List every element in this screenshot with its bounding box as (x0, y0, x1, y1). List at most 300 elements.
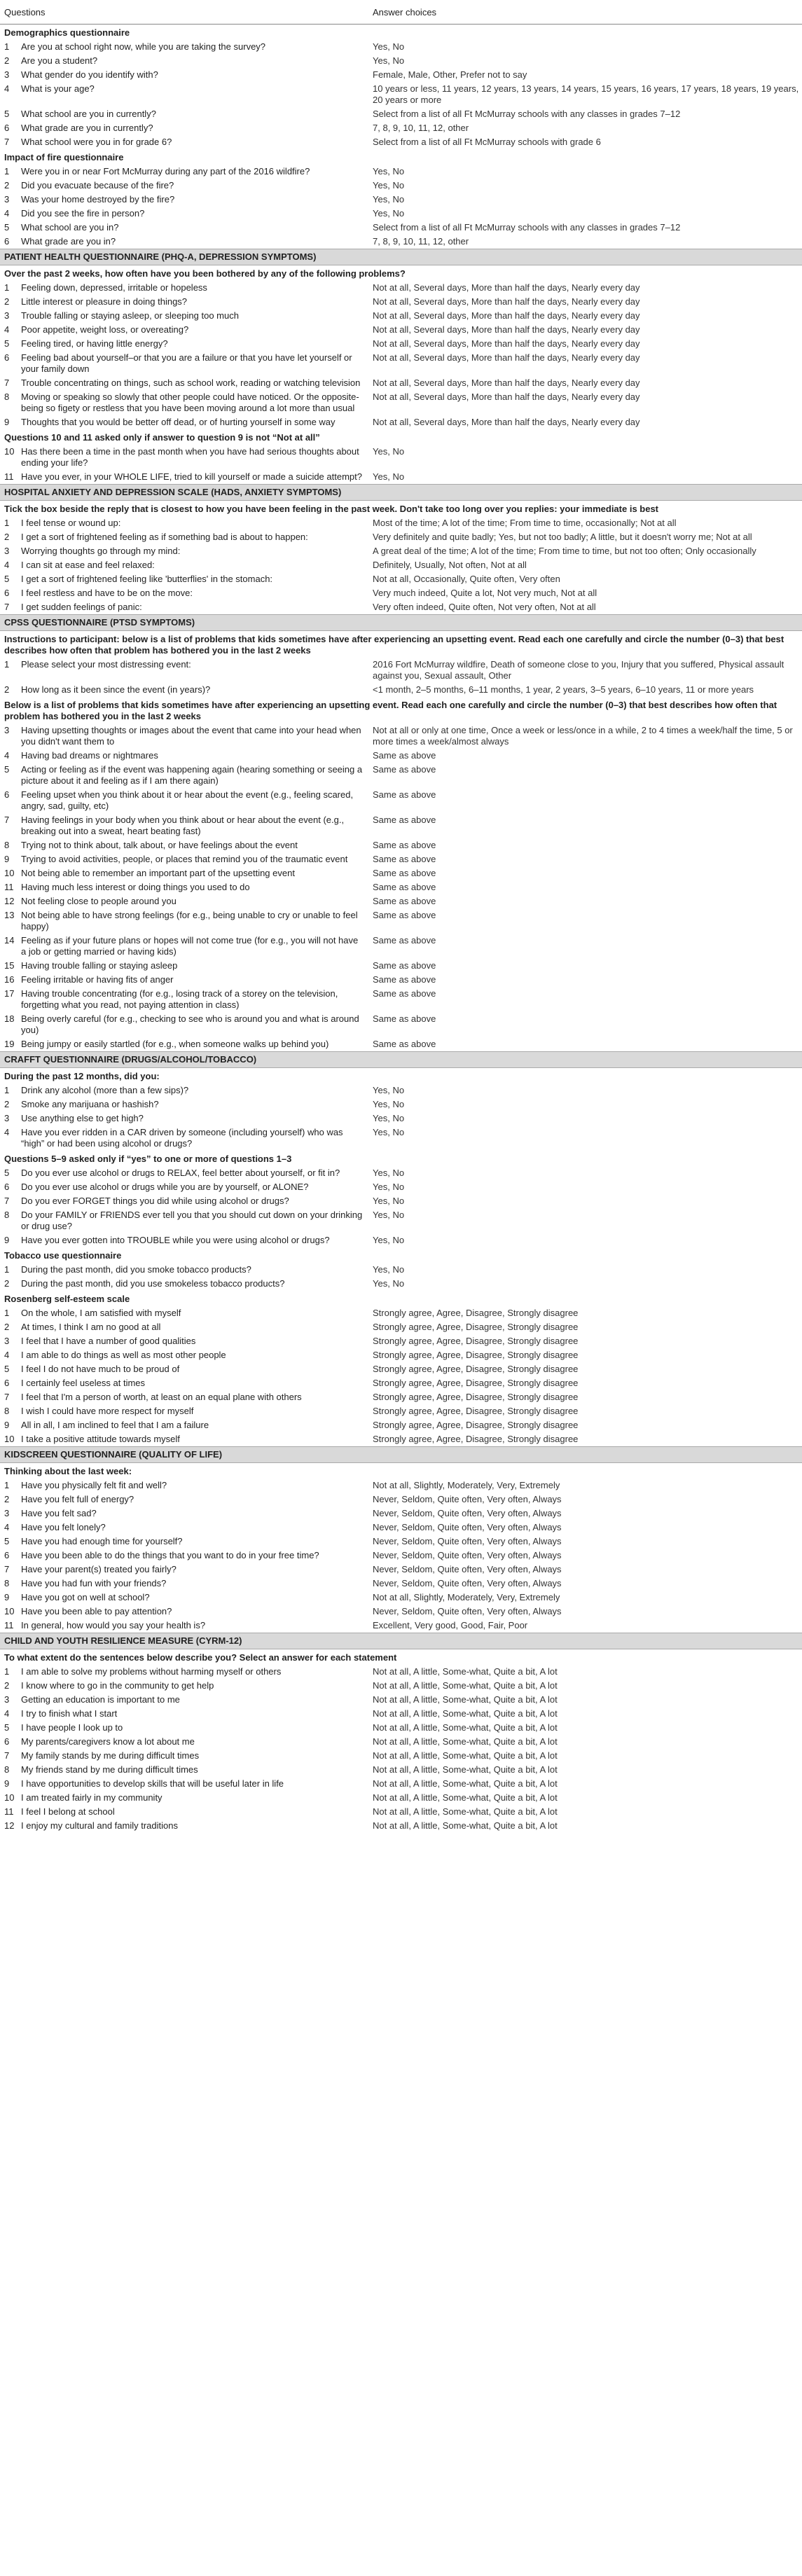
question-row (0, 281, 802, 295)
answer-choices: Not at all, A little, Some-what, Quite a bit, A lot (373, 1666, 558, 1677)
answer-choices: Strongly agree, Agree, Disagree, Strongly disagree (373, 1406, 579, 1416)
question-number: 7 (4, 137, 10, 147)
subsection-title: Tobacco use questionnaire (4, 1250, 122, 1261)
question-text: Have you felt sad? (21, 1508, 97, 1518)
question-number: 6 (4, 123, 10, 133)
answer-choices: Yes, No (373, 1099, 405, 1109)
question-number: 5 (4, 1364, 10, 1374)
answer-choices: Strongly agree, Agree, Disagree, Strongly disagree (373, 1350, 579, 1360)
question-number: 8 (4, 1764, 10, 1775)
answer-choices: Not at all, A little, Some-what, Quite a bit, A lot (373, 1694, 558, 1705)
answer-choices: Yes, No (373, 1085, 405, 1095)
question-text: My family stands by me during difficult times (21, 1750, 200, 1761)
question-row (0, 1665, 802, 1679)
question-row (0, 987, 802, 1012)
question-row (0, 1233, 802, 1247)
question-number: 10 (4, 868, 15, 878)
question-row (0, 323, 802, 337)
question-text: Getting an education is important to me (21, 1694, 180, 1705)
subsection-title: Questions 10 and 11 asked only if answer to question 9 is not “Not at all” (4, 432, 320, 443)
question-row (0, 235, 802, 249)
question-number: 9 (4, 1235, 10, 1245)
answer-choices: Yes, No (373, 194, 405, 205)
answer-choices: Very much indeed, Quite a lot, Not very much, Not at all (373, 588, 597, 598)
answer-choices: Not at all, A little, Some-what, Quite a bit, A lot (373, 1736, 558, 1747)
question-row (0, 866, 802, 880)
question-row (0, 934, 802, 959)
question-number: 1 (4, 518, 10, 528)
question-row (0, 1707, 802, 1721)
question-text: I am treated fairly in my community (21, 1792, 163, 1803)
question-text: Not being able to remember an important part of the upsetting event (21, 868, 295, 878)
question-number: 7 (4, 602, 10, 612)
question-number: 10 (4, 1434, 15, 1444)
question-number: 7 (4, 815, 10, 825)
answer-choices: Select from a list of all Ft McMurray schools with grade 6 (373, 137, 601, 147)
answers-column-header: Answer choices (368, 0, 802, 25)
section-title: CPSS QUESTIONNAIRE (PTSD SYMPTOMS) (0, 615, 802, 631)
question-text: I feel tense or wound up: (21, 518, 121, 528)
question-text: I am able to solve my problems without harming myself or others (21, 1666, 282, 1677)
question-row (0, 1535, 802, 1549)
question-number: 7 (4, 1196, 10, 1206)
question-text: During the past month, did you smoke tobacco products? (21, 1264, 251, 1275)
question-row (0, 1012, 802, 1037)
question-text: Have you got on well at school? (21, 1592, 150, 1602)
question-text: I get a sort of frightened feeling like 'butterflies' in the stomach: (21, 574, 273, 584)
question-text: Have you physically felt fit and well? (21, 1480, 167, 1490)
question-row (0, 1432, 802, 1447)
question-number: 3 (4, 1694, 10, 1705)
question-text: I feel that I'm a person of worth, at least on an equal plane with others (21, 1392, 302, 1402)
question-number: 3 (4, 1113, 10, 1123)
answer-choices: Same as above (373, 868, 436, 878)
question-row (0, 1263, 802, 1277)
question-row (0, 838, 802, 852)
question-number: 4 (4, 1522, 10, 1532)
question-text: Was your home destroyed by the fire? (21, 194, 175, 205)
subsection-header-row (0, 1649, 802, 1666)
question-number: 5 (4, 764, 10, 775)
question-row (0, 221, 802, 235)
answer-choices: Not at all, A little, Some-what, Quite a bit, A lot (373, 1778, 558, 1789)
question-text: What is your age? (21, 83, 95, 94)
question-row (0, 1348, 802, 1362)
answer-choices: Yes, No (373, 41, 405, 52)
question-text: I get a sort of frightened feeling as if something bad is about to happen: (21, 532, 308, 542)
question-text: Trouble falling or staying asleep, or sleeping too much (21, 310, 239, 321)
question-row (0, 1277, 802, 1291)
question-number: 6 (4, 352, 10, 363)
question-number: 17 (4, 988, 15, 999)
subsection-header-row (0, 1247, 802, 1263)
question-text: Do your FAMILY or FRIENDS ever tell you that you should cut down on your drinking or drug use? (21, 1210, 363, 1231)
question-row (0, 1479, 802, 1493)
question-row (0, 813, 802, 838)
answer-choices: Not at all, Several days, More than half the days, Nearly every day (373, 417, 640, 427)
question-text: At times, I think I am no good at all (21, 1322, 161, 1332)
question-number: 1 (4, 659, 10, 670)
answer-choices: Not at all, Several days, More than half the days, Nearly every day (373, 324, 640, 335)
question-number: 5 (4, 1168, 10, 1178)
subsection-title: Below is a list of problems that kids sometimes have after experiencing an upsetting event. Read each one carefully and circle the number (0–3) that best describes how often that problem has bothered you in the last 2 weeks (4, 700, 777, 721)
answer-choices: 7, 8, 9, 10, 11, 12, other (373, 236, 469, 247)
answer-choices: Never, Seldom, Quite often, Very often, Always (373, 1536, 562, 1546)
question-text: I feel I belong at school (21, 1806, 115, 1817)
question-number: 1 (4, 282, 10, 293)
answer-choices: Same as above (373, 882, 436, 892)
subsection-title: To what extent do the sentences below describe you? Select an answer for each statement (4, 1652, 397, 1663)
question-number: 10 (4, 1606, 15, 1616)
question-row (0, 558, 802, 572)
question-text: In general, how would you say your health is? (21, 1620, 206, 1630)
question-text: I can sit at ease and feel relaxed: (21, 560, 155, 570)
answer-choices: Never, Seldom, Quite often, Very often, Always (373, 1494, 562, 1504)
answer-choices: Yes, No (373, 446, 405, 457)
question-number: 6 (4, 1736, 10, 1747)
question-row (0, 351, 802, 376)
section-header-row (0, 249, 802, 265)
question-number: 6 (4, 1378, 10, 1388)
question-number: 2 (4, 1099, 10, 1109)
question-row (0, 1083, 802, 1097)
question-row (0, 586, 802, 600)
question-text: Have you been able to pay attention? (21, 1606, 172, 1616)
question-row (0, 1563, 802, 1577)
question-row (0, 1126, 802, 1151)
question-text: I certainly feel useless at times (21, 1378, 146, 1388)
answer-choices: Yes, No (373, 1210, 405, 1220)
question-text: What school are you in? (21, 222, 119, 233)
question-row (0, 1334, 802, 1348)
subsection-title: Instructions to participant: below is a list of problems that kids sometimes have after experiencing an upsetting event. Read each one carefully and circle the number (0–3) that best describes how often that problem has bothered you in the last 2 weeks (4, 634, 784, 656)
question-row (0, 908, 802, 934)
answer-choices: Same as above (373, 750, 436, 761)
question-row (0, 309, 802, 323)
question-row (0, 1619, 802, 1633)
answer-choices: Strongly agree, Agree, Disagree, Strongly disagree (373, 1392, 579, 1402)
question-number: 2 (4, 180, 10, 191)
question-number: 5 (4, 574, 10, 584)
question-text: Were you in or near Fort McMurray during any part of the 2016 wildfire? (21, 166, 310, 176)
question-number: 1 (4, 1085, 10, 1095)
subsection-title: During the past 12 months, did you: (4, 1071, 160, 1081)
question-number: 2 (4, 684, 10, 695)
question-text: I feel I do not have much to be proud of (21, 1364, 180, 1374)
question-row (0, 1404, 802, 1418)
subsection-header-row (0, 1463, 802, 1479)
answer-choices: Same as above (373, 974, 436, 985)
question-row (0, 470, 802, 485)
question-row (0, 658, 802, 683)
question-text: Has there been a time in the past month when you have had serious thoughts about ending your life? (21, 446, 359, 468)
question-number: 1 (4, 166, 10, 176)
question-number: 3 (4, 310, 10, 321)
question-row (0, 82, 802, 107)
question-text: What grade are you in currently? (21, 123, 153, 133)
subsection-header-row (0, 429, 802, 445)
answer-choices: Same as above (373, 789, 436, 800)
question-text: Poor appetite, weight loss, or overeating? (21, 324, 189, 335)
question-row (0, 1721, 802, 1735)
section-header-row (0, 615, 802, 631)
question-row (0, 1591, 802, 1605)
question-text: I get sudden feelings of panic: (21, 602, 142, 612)
answer-choices: Same as above (373, 935, 436, 946)
question-number: 6 (4, 1182, 10, 1192)
question-row (0, 1037, 802, 1052)
question-number: 8 (4, 1210, 10, 1220)
question-number: 6 (4, 588, 10, 598)
answer-choices: Not at all, A little, Some-what, Quite a bit, A lot (373, 1750, 558, 1761)
question-row (0, 337, 802, 351)
question-row (0, 1376, 802, 1390)
question-text: Having upsetting thoughts or images about the event that came into your head when you didn't want them to (21, 725, 361, 747)
subsection-title: Impact of fire questionnaire (4, 152, 124, 162)
question-row (0, 1679, 802, 1693)
question-text: What school are you in currently? (21, 109, 156, 119)
question-text: All in all, I am inclined to feel that I am a failure (21, 1420, 209, 1430)
question-number: 1 (4, 41, 10, 52)
answer-choices: Not at all, A little, Some-what, Quite a bit, A lot (373, 1792, 558, 1803)
question-text: Have you ever gotten into TROUBLE while you were using alcohol or drugs? (21, 1235, 330, 1245)
question-text: Trying to avoid activities, people, or places that remind you of the traumatic event (21, 854, 348, 864)
question-number: 5 (4, 109, 10, 119)
subsection-title: Questions 5–9 asked only if “yes” to one or more of questions 1–3 (4, 1154, 292, 1164)
question-number: 3 (4, 1508, 10, 1518)
question-number: 5 (4, 222, 10, 233)
question-row (0, 1521, 802, 1535)
answer-choices: Same as above (373, 854, 436, 864)
question-text: Being jumpy or easily startled (for e.g., when someone walks up behind you) (21, 1039, 329, 1049)
question-row (0, 1306, 802, 1320)
question-number: 2 (4, 1322, 10, 1332)
question-number: 2 (4, 532, 10, 542)
answer-choices: Very often indeed, Quite often, Not very often, Not at all (373, 602, 596, 612)
answer-choices: Not at all, Several days, More than half the days, Nearly every day (373, 338, 640, 349)
question-text: Have you been able to do the things that you want to do in your free time? (21, 1550, 319, 1560)
question-number: 2 (4, 296, 10, 307)
section-header-row (0, 1633, 802, 1649)
subsection-header-row (0, 1068, 802, 1084)
question-row (0, 1577, 802, 1591)
answer-choices: Not at all, A little, Some-what, Quite a bit, A lot (373, 1806, 558, 1817)
question-text: I wish I could have more respect for myself (21, 1406, 194, 1416)
question-text: Having much less interest or doing things you used to do (21, 882, 250, 892)
question-text: Are you at school right now, while you are taking the survey? (21, 41, 266, 52)
question-text: Are you a student? (21, 55, 98, 66)
question-number: 9 (4, 1778, 10, 1789)
question-row (0, 1112, 802, 1126)
answer-choices: 2016 Fort McMurray wildfire, Death of someone close to you, Injury that you suffered, Physical assault against you, Sexual assault, Other (373, 659, 784, 681)
question-text: My friends stand by me during difficult times (21, 1764, 198, 1775)
question-number: 3 (4, 725, 10, 735)
question-text: Having bad dreams or nightmares (21, 750, 158, 761)
answer-choices: Same as above (373, 960, 436, 971)
question-number: 7 (4, 1750, 10, 1761)
section-title: HOSPITAL ANXIETY AND DEPRESSION SCALE (HADS, ANXIETY SYMPTOMS) (0, 485, 802, 501)
question-number: 11 (4, 1806, 14, 1817)
subsection-title: Rosenberg self-esteem scale (4, 1294, 130, 1304)
question-number: 19 (4, 1039, 15, 1049)
question-number: 9 (4, 854, 10, 864)
question-text: Did you see the fire in person? (21, 208, 145, 219)
subsection-title: Over the past 2 weeks, how often have you been bothered by any of the following problems? (4, 268, 406, 279)
answer-choices: Not at all, Several days, More than half the days, Nearly every day (373, 392, 640, 402)
answer-choices: Same as above (373, 815, 436, 825)
section-title: CRAFFT QUESTIONNAIRE (DRUGS/ALCOHOL/TOBACCO) (0, 1052, 802, 1068)
answer-choices: A great deal of the time; A lot of the time; From time to time, but not too often; Only occasionally (373, 546, 756, 556)
question-text: Drink any alcohol (more than a few sips)? (21, 1085, 189, 1095)
question-text: Feeling down, depressed, irritable or hopeless (21, 282, 207, 293)
subsection-header-row (0, 25, 802, 41)
question-text: Please select your most distressing event: (21, 659, 191, 670)
answer-choices: Yes, No (373, 1113, 405, 1123)
question-row (0, 894, 802, 908)
question-text: Not being able to have strong feelings (for e.g., being unable to cry or unable to feel happy) (21, 910, 358, 932)
question-text: Acting or feeling as if the event was happening again (hearing something or seeing a picture about it and feeling as if I am there again) (21, 764, 363, 786)
answer-choices: Not at all, Several days, More than half the days, Nearly every day (373, 296, 640, 307)
question-text: Having trouble falling or staying asleep (21, 960, 178, 971)
question-text: Worrying thoughts go through my mind: (21, 546, 181, 556)
question-row (0, 376, 802, 390)
question-row (0, 40, 802, 54)
question-number: 5 (4, 1722, 10, 1733)
question-row (0, 788, 802, 813)
answer-choices: Same as above (373, 840, 436, 850)
question-number: 2 (4, 55, 10, 66)
question-number: 1 (4, 1264, 10, 1275)
question-text: Have you had enough time for yourself? (21, 1536, 183, 1546)
answer-choices: Not at all, A little, Some-what, Quite a bit, A lot (373, 1708, 558, 1719)
question-text: Feeling bad about yourself–or that you are a failure or that you have let yourself or your family down (21, 352, 352, 374)
question-number: 10 (4, 1792, 15, 1803)
question-text: Trouble concentrating on things, such as school work, reading or watching television (21, 378, 361, 388)
answer-choices: 10 years or less, 11 years, 12 years, 13 years, 14 years, 15 years, 16 years, 17 years, 18 years, 19 years, 20 years or more (373, 83, 799, 105)
question-text: What school were you in for grade 6? (21, 137, 172, 147)
question-text: Thoughts that you would be better off dead, or of hurting yourself in some way (21, 417, 336, 427)
answer-choices: Not at all, Slightly, Moderately, Very, Extremely (373, 1480, 560, 1490)
answer-choices: Not at all, Slightly, Moderately, Very, Extremely (373, 1592, 560, 1602)
answer-choices: Yes, No (373, 208, 405, 219)
question-row (0, 1693, 802, 1707)
answer-choices: Yes, No (373, 471, 405, 482)
section-title: KIDSCREEN QUESTIONNAIRE (QUALITY OF LIFE) (0, 1447, 802, 1463)
question-text: Trying not to think about, talk about, or have feelings about the event (21, 840, 298, 850)
answer-choices: Never, Seldom, Quite often, Very often, Always (373, 1522, 562, 1532)
answer-choices: Strongly agree, Agree, Disagree, Strongly disagree (373, 1420, 579, 1430)
answer-choices: 7, 8, 9, 10, 11, 12, other (373, 123, 469, 133)
question-row (0, 852, 802, 866)
answer-choices: Yes, No (373, 180, 405, 191)
question-text: Not feeling close to people around you (21, 896, 177, 906)
answer-choices: Not at all, Several days, More than half the days, Nearly every day (373, 352, 640, 363)
question-number: 9 (4, 417, 10, 427)
question-text: Little interest or pleasure in doing things? (21, 296, 188, 307)
question-text: Having feelings in your body when you think about or hear about the event (e.g., breaking out into a sweat, heart beating fast) (21, 815, 345, 836)
answer-choices: Never, Seldom, Quite often, Very often, Always (373, 1578, 562, 1588)
question-text: I feel restless and have to be on the move: (21, 588, 193, 598)
question-number: 4 (4, 1708, 10, 1719)
question-row (0, 749, 802, 763)
question-row (0, 1819, 802, 1833)
question-text: Feeling upset when you think about it or hear about the event (e.g., feeling scared, angry, sad, guilty, etc) (21, 789, 354, 811)
question-text: I feel that I have a number of good qualities (21, 1336, 196, 1346)
answer-choices: Same as above (373, 1013, 436, 1024)
question-number: 2 (4, 1278, 10, 1289)
question-text: I try to finish what I start (21, 1708, 118, 1719)
question-row (0, 68, 802, 82)
question-text: Feeling tired, or having little energy? (21, 338, 168, 349)
answer-choices: Not at all, A little, Some-what, Quite a bit, A lot (373, 1820, 558, 1831)
question-row (0, 959, 802, 973)
question-number: 8 (4, 840, 10, 850)
subsection-header-row (0, 697, 802, 723)
answer-choices: Excellent, Very good, Good, Fair, Poor (373, 1620, 528, 1630)
answer-choices: Definitely, Usually, Not often, Not at all (373, 560, 527, 570)
question-row (0, 207, 802, 221)
answer-choices: Select from a list of all Ft McMurray schools with any classes in grades 7–12 (373, 222, 681, 233)
question-row (0, 1749, 802, 1763)
section-header-row (0, 1052, 802, 1068)
question-number: 11 (4, 471, 14, 482)
question-text: Smoke any marijuana or hashish? (21, 1099, 159, 1109)
question-row (0, 1180, 802, 1194)
question-text: Do you ever use alcohol or drugs while you are by yourself, or ALONE? (21, 1182, 309, 1192)
question-text: Have you ever ridden in a CAR driven by someone (including yourself) who was “high” or had been using alcohol or drugs? (21, 1127, 343, 1149)
subsection-title: Tick the box beside the reply that is closest to how you have been feeling in the past week. Don't take too long over you replies: your immediate is best (4, 504, 659, 514)
question-number: 3 (4, 1336, 10, 1346)
question-row (0, 1320, 802, 1334)
question-text: Having trouble concentrating (for e.g., losing track of a storey on the television, forgetting what you read, not paying attention in class) (21, 988, 338, 1010)
question-number: 6 (4, 236, 10, 247)
question-text: Have you felt lonely? (21, 1522, 106, 1532)
question-text: What gender do you identify with? (21, 69, 158, 80)
question-text: I take a positive attitude towards myself (21, 1434, 180, 1444)
question-number: 4 (4, 750, 10, 761)
question-number: 8 (4, 1406, 10, 1416)
question-number: 1 (4, 1666, 10, 1677)
question-text: Have you had fun with your friends? (21, 1578, 167, 1588)
question-number: 12 (4, 1820, 15, 1831)
answer-choices: Strongly agree, Agree, Disagree, Strongly disagree (373, 1322, 579, 1332)
question-row (0, 723, 802, 749)
question-row (0, 572, 802, 586)
question-text: What grade are you in? (21, 236, 116, 247)
question-text: I enjoy my cultural and family traditions (21, 1820, 178, 1831)
question-row (0, 1763, 802, 1777)
question-number: 12 (4, 896, 15, 906)
answer-choices: Same as above (373, 988, 436, 999)
question-text: On the whole, I am satisfied with myself (21, 1308, 181, 1318)
question-text: During the past month, did you use smokeless tobacco products? (21, 1278, 285, 1289)
answer-choices: Never, Seldom, Quite often, Very often, Always (373, 1508, 562, 1518)
question-number: 3 (4, 194, 10, 205)
question-number: 4 (4, 324, 10, 335)
question-number: 10 (4, 446, 15, 457)
question-text: Have your parent(s) treated you fairly? (21, 1564, 177, 1574)
answer-choices: Strongly agree, Agree, Disagree, Strongly disagree (373, 1364, 579, 1374)
subsection-header-row (0, 265, 802, 282)
question-number: 2 (4, 1680, 10, 1691)
question-number: 4 (4, 208, 10, 219)
answer-choices: Not at all, Several days, More than half the days, Nearly every day (373, 310, 640, 321)
subsection-header-row (0, 1291, 802, 1306)
question-row (0, 544, 802, 558)
answer-choices: Same as above (373, 910, 436, 920)
question-row (0, 1549, 802, 1563)
question-number: 7 (4, 1392, 10, 1402)
